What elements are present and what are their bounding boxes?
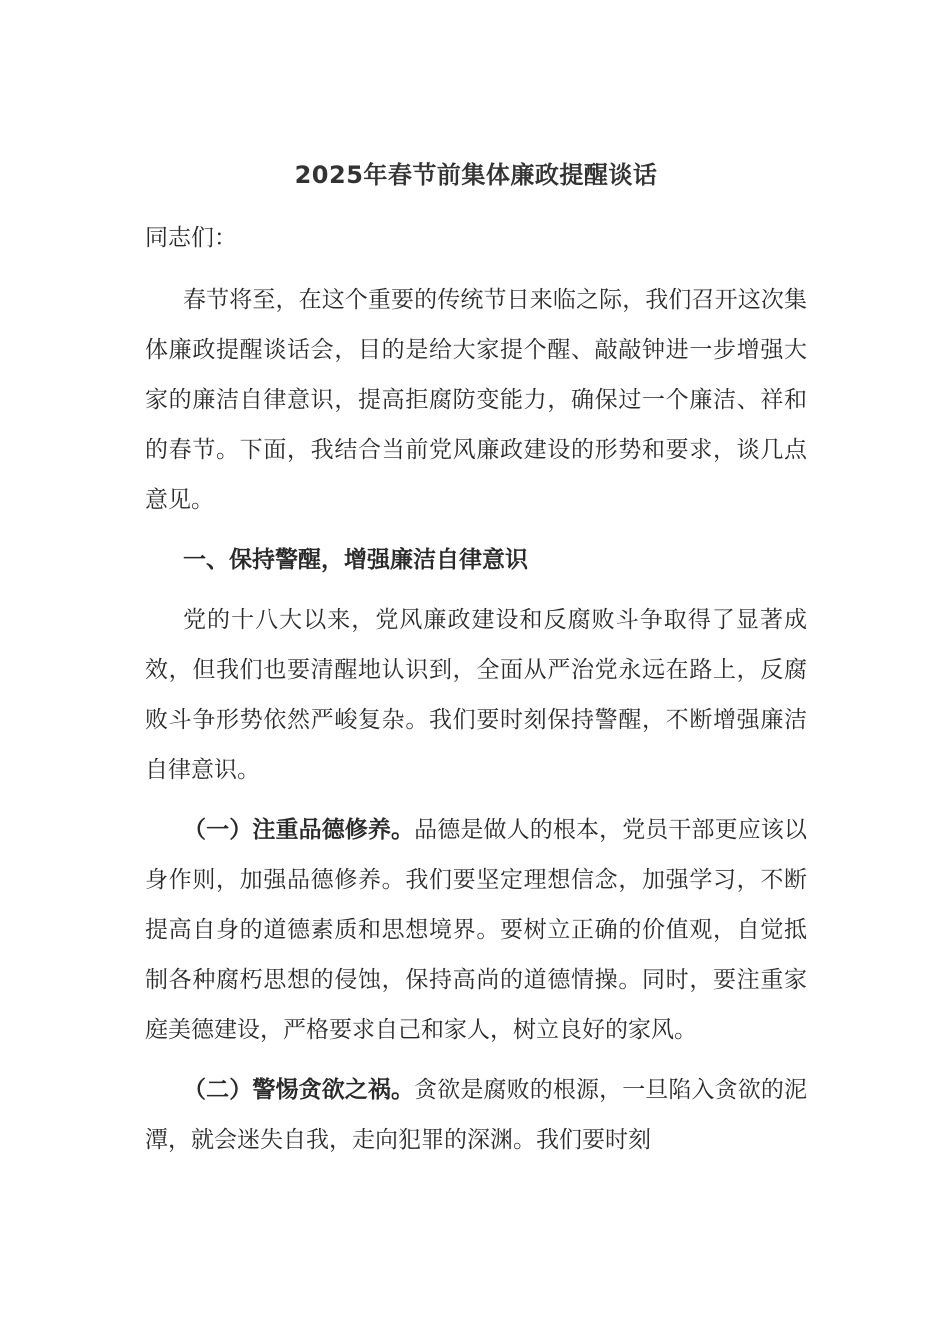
greeting: 同志们： <box>145 225 237 251</box>
section-paragraph: 党的十八大以来，党风廉政建设和反腐败斗争取得了显著成效，但我们也要清醒地认识到，全面从严治党永远在路上，反腐败斗争形势依然严峻复杂。我们要时刻保持警醒，不断增强廉洁自律意识。 <box>145 607 807 783</box>
section-heading: 一、保持警醒，增强廉洁自律意识 <box>183 547 528 573</box>
intro-paragraph: 春节将至，在这个重要的传统节日来临之际，我们召开这次集体廉政提醒谈话会，目的是给大家提个醒、敲敲钟进一步增强大家的廉洁自律意识，提高拒腐防变能力，确保过一个廉洁、祥和的春节。下面，我结合当前党风廉政建设的形势和要求，谈几点意见。 <box>145 287 807 513</box>
sub-item-text: 贪欲是腐败的根源，一旦陷入贪欲的泥潭，就会迷失自我，走向犯罪的深渊。我们要时刻 <box>145 1077 808 1153</box>
sub-item-title: （二）警惕贪欲之祸。 <box>183 1077 415 1103</box>
sub-item-title: （一）注重品德修养。 <box>183 817 415 843</box>
sub-item-paragraph <box>145 1065 807 1165</box>
sub-item-text: 品德是做人的根本，党员干部更应该以身作则，加强品德修养。我们要坚定理想信念，加强学习，不断提高自身的道德素质和思想境界。要树立正确的价值观，自觉抵制各种腐朽思想的侵蚀，保持高尚的道德情操。同时，要注重家庭美德建设，严格要求自己和家人，树立良好的家风。 <box>145 817 808 1043</box>
document-body <box>145 151 807 1165</box>
sub-item-paragraph <box>145 805 807 1055</box>
document-title: 2025年春节前集体廉政提醒谈话 <box>294 161 658 189</box>
